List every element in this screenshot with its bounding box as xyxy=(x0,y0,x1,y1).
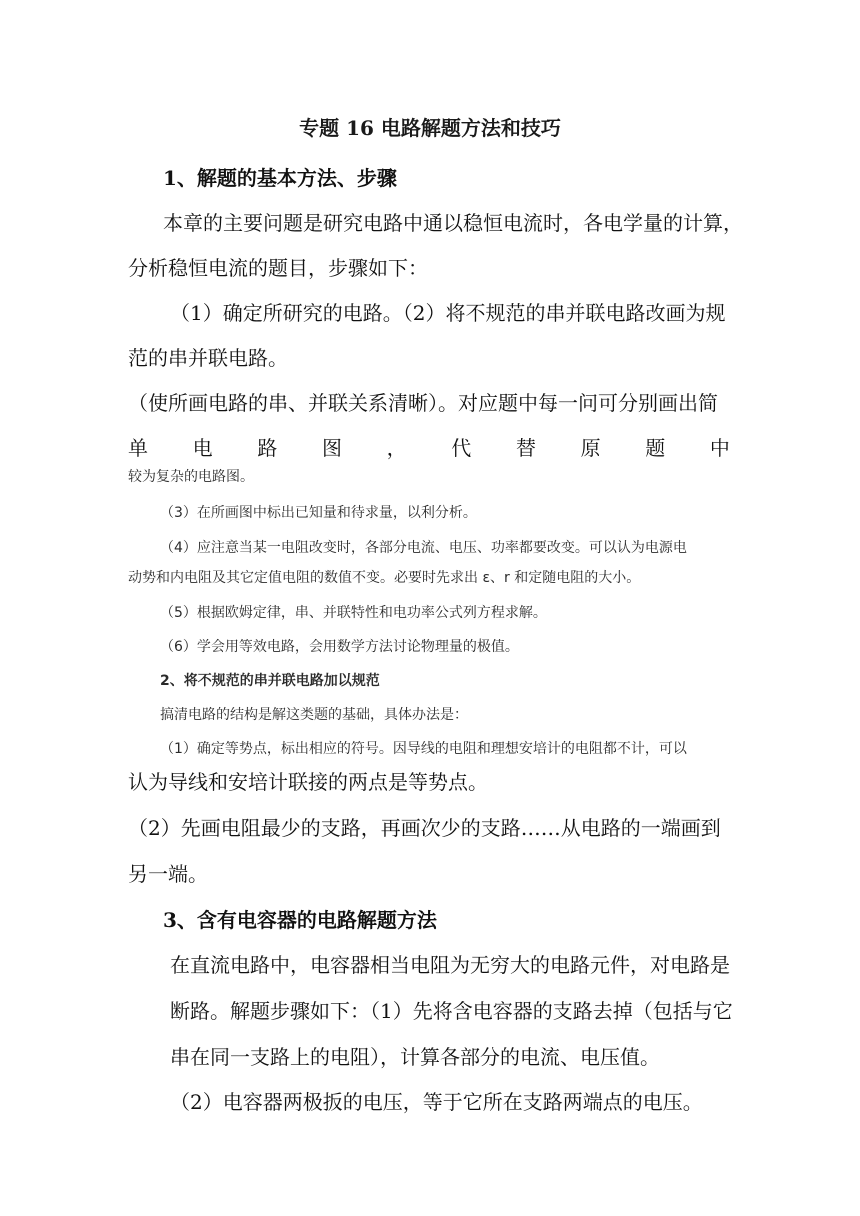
section-2-step-2-line-1: （2）先画电阻最少的支路，再画次少的支路……从电路的一端画到 xyxy=(128,816,721,840)
section-3-line-2: 断路。解题步骤如下：（1）先将含电容器的支路去掉（包括与它 xyxy=(170,999,733,1023)
section-1-intro-line-2: 分析稳恒电流的题目，步骤如下： xyxy=(128,256,428,280)
page-title: 专题 16 电路解题方法和技巧 xyxy=(299,116,561,140)
spread-char: ， xyxy=(386,436,407,460)
section-3-line-3: 串在同一支路上的电阻），计算各部分的电流、电压值。 xyxy=(170,1045,660,1069)
section-1-step-4-line-2: 动势和内电阻及其它定值电阻的数值不变。必要时先求出 ε、r 和定随电阻的大小。 xyxy=(128,570,641,586)
section-1-step-5: （5）根据欧姆定律，串、并联特性和电功率公式列方程求解。 xyxy=(160,605,547,621)
section-1-step-4-line-1: （4）应注意当某一电阻改变时，各部分电流、电压、功率都要改变。可以认为电源电 xyxy=(160,540,687,556)
spread-char: 代 xyxy=(451,436,472,460)
section-1-spread-line xyxy=(128,432,730,461)
spread-char: 替 xyxy=(515,436,536,460)
section-2-step-1-line-2: 认为导线和安培计联接的两点是等势点。 xyxy=(128,770,488,794)
section-3-line-4: （2）电容器两极扳的电压，等于它所在支路两端点的电压。 xyxy=(170,1090,703,1114)
spread-char: 中 xyxy=(709,436,730,460)
spread-char: 路 xyxy=(257,436,278,460)
section-3-line-1: 在直流电路中，电容器相当电阻为无穷大的电路元件，对电路是 xyxy=(170,953,730,977)
spread-char: 单 xyxy=(128,436,148,460)
spread-char: 图 xyxy=(321,436,342,460)
section-1-step-3: （3）在所画图中标出已知量和待求量，以利分析。 xyxy=(160,505,477,521)
section-1-heading: 1、解题的基本方法、步骤 xyxy=(163,166,397,190)
spread-char: 题 xyxy=(645,436,666,460)
section-2-step-2-line-2: 另一端。 xyxy=(128,862,208,886)
section-2-intro: 搞清电路的结构是解这类题的基础，具体办法是： xyxy=(160,707,468,723)
spread-char: 电 xyxy=(192,436,213,460)
section-1-note-line: （使所画电路的串、并联关系清晰）。对应题中每一问可分别画出简 xyxy=(128,391,718,415)
section-1-small-line: 较为复杂的电路图。 xyxy=(128,469,254,485)
section-1-step-6: （6）学会用等效电路，会用数学方法讨论物理量的极值。 xyxy=(160,639,519,655)
section-3-heading: 3、含有电容器的电路解题方法 xyxy=(163,908,437,932)
section-1-intro-line-1: 本章的主要问题是研究电路中通以稳恒电流时，各电学量的计算， xyxy=(163,211,743,235)
section-2-heading: 2、将不规范的串并联电路加以规范 xyxy=(160,673,380,689)
section-1-steps-1-2-line-1: （1）确定所研究的电路。（2）将不规范的串并联电路改画为规 xyxy=(170,301,726,325)
section-1-steps-1-2-line-2: 范的串并联电路。 xyxy=(128,346,288,370)
spread-char: 原 xyxy=(580,436,601,460)
section-2-step-1-line-1: （1）确定等势点，标出相应的符号。因导线的电阻和理想安培计的电阻都不计，可以 xyxy=(160,741,687,757)
